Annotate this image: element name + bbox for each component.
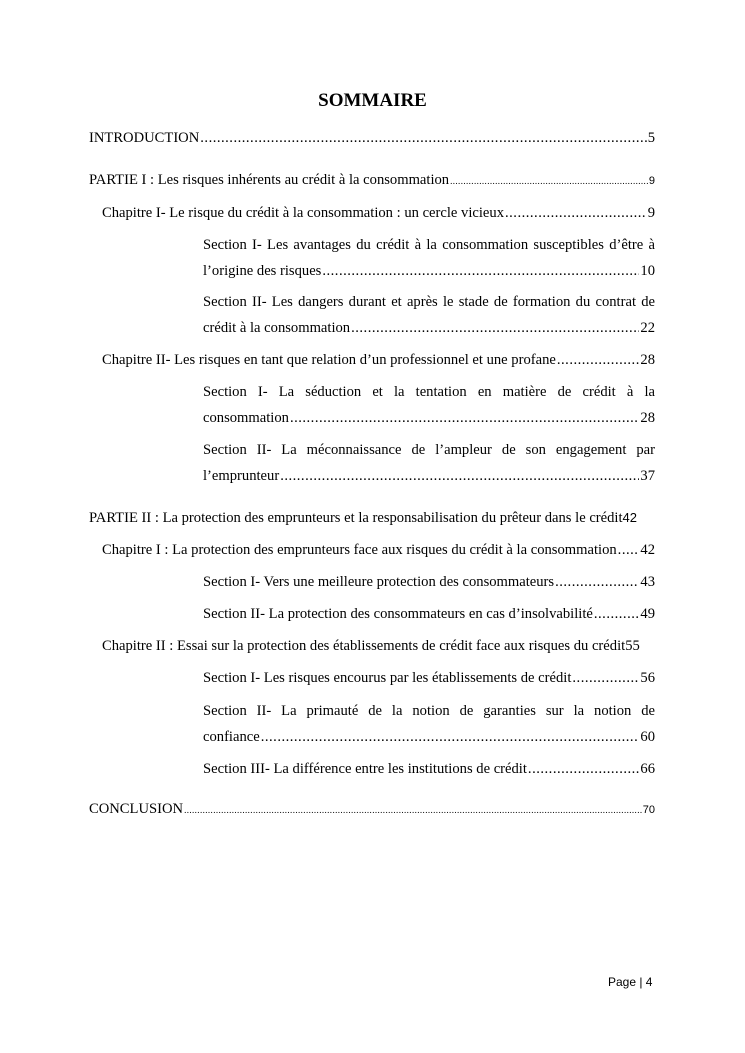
toc-entry-p1-c2-section-1[interactable] [203, 408, 655, 428]
toc-entry-p1-chapitre-1[interactable] [102, 203, 655, 223]
dot-leader [261, 727, 640, 747]
toc-page-number: 22 [640, 320, 655, 336]
dot-leader [322, 261, 639, 281]
toc-page-number: 28 [640, 410, 655, 426]
toc-page-number: 66 [640, 761, 655, 777]
toc-entry-p1-c2-section-2[interactable] [203, 466, 655, 486]
toc-entry-p2-c2-section-3[interactable] [203, 759, 655, 779]
toc-label: Chapitre II : Essai sur la protection des établissements de crédit face aux risques du crédit [102, 638, 626, 654]
toc-entry-p1-chapitre-2[interactable] [102, 350, 655, 370]
toc-page-number: 28 [640, 352, 655, 368]
toc-entry-partie-2[interactable] [89, 508, 655, 528]
dot-leader [557, 350, 640, 370]
dot-leader [200, 128, 646, 148]
dot-leader [594, 604, 640, 624]
toc-label: Section I- Les risques encourus par les établissements de crédit [203, 670, 572, 686]
dot-leader [290, 408, 639, 428]
dot-leader [572, 668, 639, 688]
toc-entry-introduction[interactable] [89, 128, 655, 148]
toc-label: Section I- Vers une meilleure protection des consommateurs [203, 574, 555, 590]
dot-leader [618, 540, 640, 560]
toc-page-number: 9 [647, 205, 655, 221]
toc-entry-p1-c2-section-1-line1[interactable]: Section I- La séduction et la tentation en matière de crédit à la [203, 384, 655, 400]
toc-label: CONCLUSION [89, 801, 184, 817]
toc-entry-p1-c1-section-1-line1[interactable]: Section I- Les avantages du crédit à la consommation susceptibles d’être à [203, 237, 655, 253]
toc-page-number: 56 [640, 670, 655, 686]
toc-label: Section III- La différence entre les institutions de crédit [203, 761, 527, 777]
toc-entry-p1-c1-section-2-line1[interactable]: Section II- Les dangers durant et après le stade de formation du contrat de [203, 294, 655, 310]
toc-page-number: 70 [642, 804, 655, 816]
toc-entry-p2-c2-section-2-line1[interactable]: Section II- La primauté de la notion de garanties sur la notion de [203, 703, 655, 719]
toc-entry-p2-chapitre-2[interactable] [102, 636, 655, 656]
page-footer-number: Page | 4 [608, 975, 653, 989]
page-title: SOMMAIRE [318, 90, 427, 111]
toc-page-number: 49 [640, 606, 655, 622]
toc-label: INTRODUCTION [89, 130, 200, 146]
toc-label: Section II- La protection des consommateurs en cas d’insolvabilité [203, 606, 593, 622]
toc-label: Chapitre I- Le risque du crédit à la consommation : un cercle vicieux [102, 205, 504, 221]
dot-leader [505, 203, 647, 223]
dot-leader [184, 800, 642, 820]
toc-page-number: 55 [625, 638, 640, 654]
toc-label: PARTIE I : Les risques inhérents au crédit à la consommation [89, 172, 450, 188]
toc-entry-p1-c1-section-2[interactable] [203, 318, 655, 338]
toc-page-number: 42 [622, 510, 638, 525]
toc-entry-p1-c1-section-1[interactable] [203, 261, 655, 281]
toc-page-number: 37 [640, 468, 655, 484]
toc-label: PARTIE II : La protection des emprunteurs et la responsabilisation du prêteur dans le crédit [89, 510, 623, 526]
toc-page-number: 60 [640, 729, 655, 745]
dot-leader [528, 759, 639, 779]
toc-entry-p2-c2-section-2[interactable] [203, 727, 655, 747]
toc-entry-p1-c2-section-2-line1[interactable]: Section II- La méconnaissance de l’ampleur de son engagement par [203, 442, 655, 458]
toc-label: l’origine des risques [203, 263, 322, 279]
toc-label: Chapitre I : La protection des emprunteurs face aux risques du crédit à la consommation [102, 542, 617, 558]
dot-leader [450, 171, 648, 191]
toc-label: consommation [203, 410, 289, 426]
dot-leader [280, 466, 639, 486]
dot-leader [555, 572, 639, 592]
toc-entry-partie-1[interactable] [89, 170, 655, 191]
toc-entry-conclusion[interactable] [89, 799, 655, 820]
toc-page-number: 10 [640, 263, 655, 279]
toc-label: l’emprunteur [203, 468, 280, 484]
toc-label: crédit à la consommation [203, 320, 351, 336]
toc-page-number: 5 [647, 130, 655, 146]
toc-page-number: 42 [640, 542, 655, 558]
toc-entry-p2-c2-section-1[interactable] [203, 668, 655, 688]
toc-entry-p2-chapitre-1[interactable] [102, 540, 655, 560]
toc-page-number: 43 [640, 574, 655, 590]
toc-page-number: 9 [648, 175, 655, 187]
toc-entry-p2-c1-section-1[interactable] [203, 572, 655, 592]
toc-entry-p2-c1-section-2[interactable] [203, 604, 655, 624]
dot-leader [351, 318, 639, 338]
toc-label: Chapitre II- Les risques en tant que relation d’un professionnel et une profane [102, 352, 556, 368]
toc-label: confiance [203, 729, 260, 745]
